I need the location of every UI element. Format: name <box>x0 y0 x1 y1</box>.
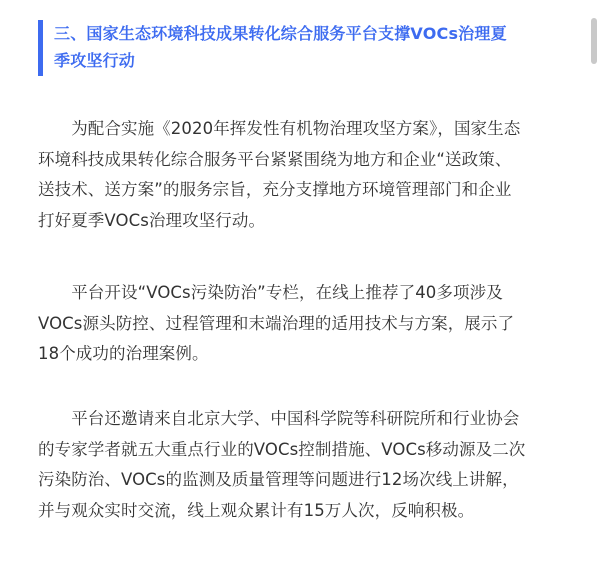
heading-accent-bar <box>38 20 43 76</box>
section-heading <box>38 20 578 76</box>
paragraph-2: 平台开设“VOCs污染防治”专栏，在线上推荐了40多项涉及 VOCs源头防控、过程管理和末端治理的适用技术与方案，展示了 18个成功的治理案例。 <box>38 283 515 363</box>
scrollbar-thumb[interactable] <box>591 18 597 64</box>
vertical-scrollbar[interactable] <box>590 0 598 562</box>
paragraph-3: 平台还邀请来自北京大学、中国科学院等科研院所和行业协会 的专家学者就五大重点行业的VOCs控制措施、VOCs移动源及二次 污染防治、VOCs的监测及质量管理等问题进行12场次线上讲解， 并与观众实时交流，线上观众累计有15万人次，反响积极。 <box>38 409 526 520</box>
paragraph-1: 为配合实施《2020年挥发性有机物治理攻坚方案》，国家生态 环境科技成果转化综合服务平台紧紧围绕为地方和企业“送政策、 送技术、送方案”的服务宗旨，充分支撑地方环境管理部门和企业 打好夏季VOCs治理攻坚行动。 <box>38 119 521 230</box>
section-heading-text: 三、国家生态环境科技成果转化综合服务平台支撑VOCs治理夏 季攻坚行动 <box>54 24 507 70</box>
